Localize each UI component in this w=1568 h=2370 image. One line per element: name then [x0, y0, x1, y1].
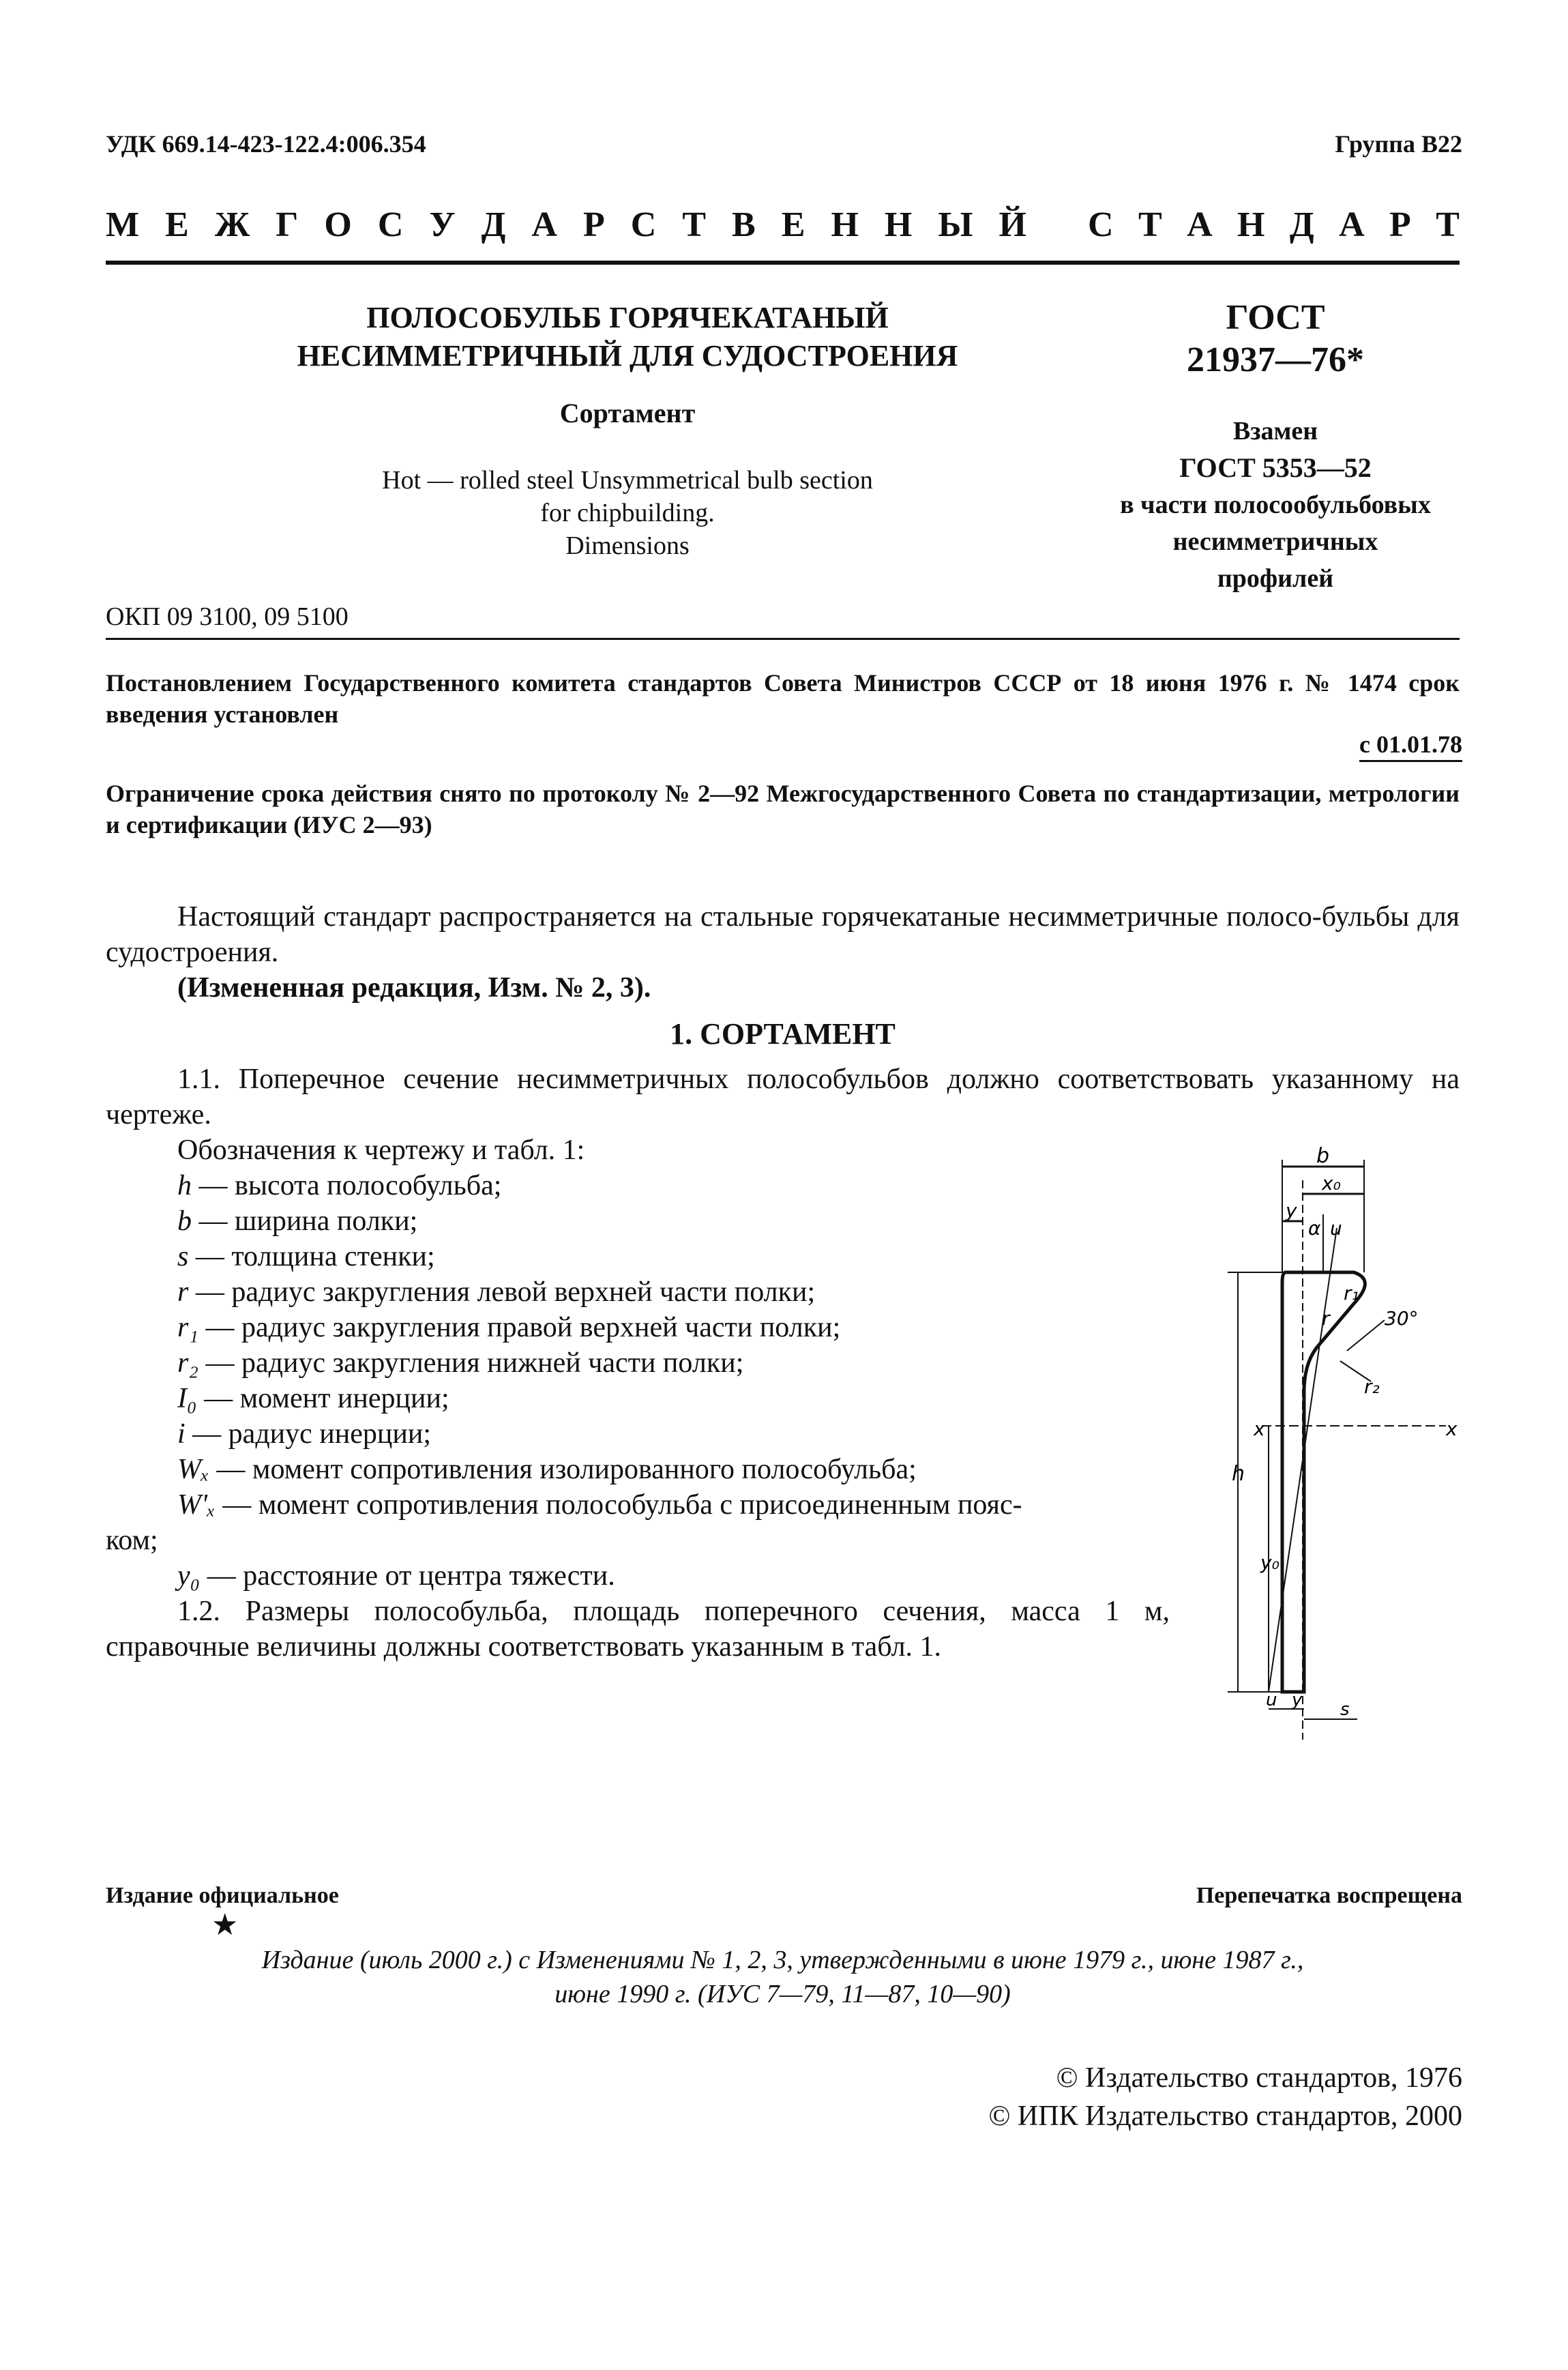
middle-rule: [106, 638, 1460, 640]
legend-item-i0: [177, 1381, 1159, 1416]
gost-number-block: [1091, 297, 1460, 381]
star-icon: ★: [211, 1908, 239, 1942]
heading-letter: Ы: [938, 205, 973, 244]
reprint-prohibited: Перепечатка воспрещена: [1196, 1883, 1462, 1908]
effective-date: с 01.01.78: [1359, 729, 1462, 762]
heading-letter: В: [732, 205, 756, 244]
paragraph-1-2: 1.2. Размеры полособульба, площадь поперечного сечения, масса 1 м, справочные величины должны соответствовать указанным в табл. 1.: [106, 1596, 1170, 1663]
heading-letter: С: [377, 205, 404, 244]
english-title-line-1: Hot — rolled steel Unsymmetrical bulb section: [382, 466, 873, 495]
udk-code: УДК 669.14-423-122.4:006.354: [106, 130, 426, 158]
legend-item-r: [177, 1274, 1159, 1310]
legend-item-h: [177, 1168, 1159, 1203]
okp-code: ОКП 09 3100, 09 5100: [106, 602, 349, 631]
top-rule: [106, 261, 1460, 265]
bulb-profile: [1282, 1272, 1365, 1692]
heading-letter: А: [531, 205, 557, 244]
title-line-1: ПОЛОСОБУЛЬБ ГОРЯЧЕКАТАНЫЙ: [366, 301, 889, 334]
label-x0: x₀: [1322, 1172, 1341, 1195]
english-title: [259, 464, 996, 562]
heading-letter: С: [630, 205, 657, 244]
heading-letter: С: [1088, 205, 1114, 244]
heading-letter: Т: [682, 205, 707, 244]
label-alpha: α: [1308, 1217, 1321, 1240]
legend-text: — радиус закругления нижней части полки;: [198, 1347, 744, 1379]
edition-note: [106, 1943, 1460, 2011]
legend-symbol: b: [177, 1205, 192, 1237]
legend-symbol: i: [177, 1418, 186, 1450]
heading-letter: Р: [1389, 205, 1411, 244]
group-code: Группа В22: [1335, 130, 1462, 158]
copyright-block: [988, 2059, 1462, 2135]
legend-symbol: Wₓ: [177, 1454, 209, 1485]
label-y-bottom: y: [1292, 1690, 1303, 1710]
legend-symbol: r₁: [177, 1312, 198, 1343]
english-title-line-3: Dimensions: [565, 531, 690, 560]
heading-letter: О: [324, 205, 352, 244]
section-heading: 1. СОРТАМЕНТ: [670, 1017, 896, 1051]
replaces-block: [1091, 413, 1460, 597]
official-edition: Издание официальное: [106, 1883, 339, 1908]
legend-item-b: [177, 1203, 1159, 1239]
legend-item-r2: [177, 1345, 1159, 1381]
heading-letter: Д: [481, 205, 506, 244]
legend-item-continuation: [106, 1523, 1159, 1558]
legend-item-s: [177, 1239, 1159, 1274]
standard-type-left: [106, 205, 1026, 245]
legend-text: — толщина стенки;: [188, 1241, 435, 1272]
legend-item-y0: [177, 1558, 1159, 1594]
legend-text: ком;: [106, 1525, 158, 1556]
revision-note: (Измененная редакция, Изм. № 2, 3).: [177, 972, 651, 1004]
edition-line-2: июне 1990 г. (ИУС 7—79, 11—87, 10—90): [554, 1980, 1011, 2008]
replaces-line-1: Взамен: [1232, 417, 1318, 445]
legend-item-r1: [177, 1310, 1159, 1345]
legend-symbol: W'ₓ: [177, 1489, 216, 1521]
legend-symbol: r₂: [177, 1347, 198, 1379]
legend-list: [106, 1168, 1159, 1594]
heading-letter: Н: [831, 205, 859, 244]
label-r: r: [1322, 1307, 1330, 1330]
heading-letter: Р: [582, 205, 605, 244]
heading-letter: Й: [999, 205, 1026, 244]
heading-letter: М: [106, 205, 140, 244]
label-b: b: [1316, 1146, 1330, 1168]
legend-symbol: h: [177, 1170, 192, 1201]
gost-number: 21937—76*: [1187, 340, 1364, 379]
legend-text: — ширина полки;: [192, 1205, 418, 1237]
label-h: h: [1232, 1462, 1245, 1486]
legend-text: — радиус закругления левой верхней части полки;: [188, 1276, 816, 1308]
heading-letter: Т: [1138, 205, 1162, 244]
english-title-line-2: for chipbuilding.: [540, 499, 715, 527]
legend-symbol: s: [177, 1241, 189, 1272]
heading-letter: А: [1187, 205, 1213, 244]
gost-label: ГОСТ: [1226, 298, 1325, 337]
replaces-line-2: ГОСТ 5353—52: [1179, 452, 1372, 483]
legend-text: — момент инерции;: [196, 1383, 449, 1414]
paragraph-1-1: 1.1. Поперечное сечение несимметричных полособульбов должно соответствовать указанному на чертеже.: [106, 1064, 1460, 1130]
heading-letter: Е: [165, 205, 189, 244]
replaces-line-5: профилей: [1217, 564, 1334, 593]
decree-text: Постановлением Государственного комитета стандартов Совета Министров СССР от 18 июня 1976 г. № 1474 срок введения установлен: [106, 669, 1460, 728]
heading-letter: Ж: [214, 205, 250, 244]
label-r2: r₂: [1364, 1375, 1380, 1398]
copyright-1976: © Издательство стандартов, 1976: [1056, 2062, 1462, 2094]
label-s: s: [1340, 1699, 1350, 1720]
heading-letter: Н: [1237, 205, 1265, 244]
legend-symbol: r: [177, 1276, 189, 1308]
leader-angle: [1347, 1320, 1385, 1351]
heading-letter: Т: [1436, 205, 1460, 244]
heading-letter: Е: [781, 205, 805, 244]
copyright-2000: © ИПК Издательство стандартов, 2000: [988, 2101, 1462, 2132]
label-angle: 30°: [1385, 1307, 1419, 1330]
legend-text: — момент сопротивления изолированного полособульба;: [209, 1454, 917, 1485]
label-y0: y₀: [1260, 1551, 1279, 1574]
title-line-2: НЕСИММЕТРИЧНЫЙ ДЛЯ СУДОСТРОЕНИЯ: [297, 339, 958, 372]
legend-text: — радиус инерции;: [185, 1418, 431, 1450]
label-r1: r₁: [1344, 1282, 1359, 1304]
label-x-left: x: [1254, 1418, 1265, 1440]
legend-item-wx: [177, 1452, 1159, 1487]
bulb-section-drawing: [1200, 1146, 1487, 1740]
intro-paragraph: Настоящий стандарт распространяется на стальные горячекатаные несимметричные полосо-бульбы для судостроения.: [106, 901, 1460, 968]
heading-letter: А: [1339, 205, 1365, 244]
heading-letter: Д: [1289, 205, 1314, 244]
document-title: [259, 299, 996, 375]
subtitle: Сортамент: [559, 398, 696, 428]
replaces-line-4: несимметричных: [1172, 527, 1378, 556]
legend-text: — расстояние от центра тяжести.: [200, 1560, 615, 1592]
heading-letter: У: [429, 205, 456, 244]
label-u-top: u: [1330, 1217, 1342, 1240]
legend-text: — радиус закругления правой верхней части полки;: [198, 1312, 841, 1343]
legend-item-wx-prime: [177, 1487, 1159, 1523]
replaces-line-3: в части полосообульбовых: [1120, 491, 1431, 519]
legend-symbol: I₀: [177, 1383, 197, 1414]
heading-letter: Н: [884, 205, 913, 244]
legend-symbol: y₀: [177, 1560, 201, 1592]
heading-letter: Г: [276, 205, 299, 244]
label-y-top: y: [1286, 1199, 1297, 1222]
legend-text: — высота полособульба;: [192, 1170, 502, 1201]
edition-line-1: Издание (июль 2000 г.) с Изменениями № 1, 2, 3, утвержденными в июне 1979 г., июне 1987 г.,: [261, 1946, 1304, 1974]
standard-type-heading: [106, 205, 1460, 245]
legend-title: Обозначения к чертежу и табл. 1:: [177, 1135, 585, 1166]
legend-item-i: [177, 1416, 1159, 1452]
legend-text: — момент сопротивления полособульба с присоединенным пояс-: [215, 1489, 1022, 1521]
label-u-bottom: u: [1266, 1690, 1277, 1710]
limitation-note: Ограничение срока действия снято по протоколу № 2—92 Межгосударственного Совета по стандартизации, метрологии и сертификации (ИУС 2—93): [106, 780, 1460, 838]
label-x-right: x: [1446, 1418, 1458, 1440]
standard-type-right: [1088, 205, 1460, 245]
